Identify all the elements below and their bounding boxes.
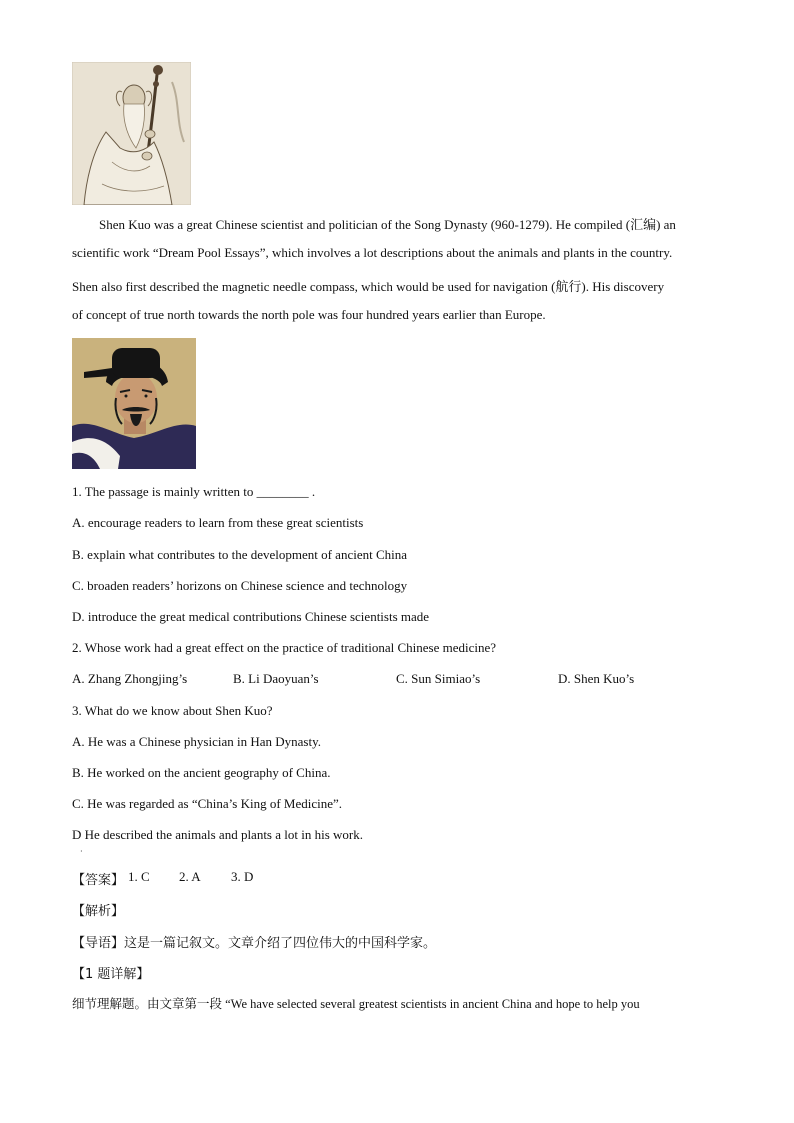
passage-line-2: scientific work “Dream Pool Essays”, which involves a lot descriptions about the animals and plants in the country.: [72, 245, 673, 260]
question-2-option-c: C. Sun Simiao’s: [396, 671, 481, 686]
answer-3: 3. D: [231, 869, 254, 884]
portrait-scholar-image: [72, 338, 196, 473]
passage-line-1: Shen Kuo was a great Chinese scientist and politician of the Song Dynasty (960-1279). He compiled (汇编) an: [99, 217, 676, 232]
question-1-option-d: D. introduce the great medical contributions Chinese scientists made: [72, 609, 430, 624]
analysis-detail-label: 【1 题详解】: [72, 967, 150, 982]
analysis-guide: 【导语】这是一篇记叙文。文章介绍了四位伟大的中国科学家。: [72, 936, 437, 951]
answer-1: 1. C: [128, 869, 150, 884]
question-1-option-a: A. encourage readers to learn from these great scientists: [72, 515, 364, 530]
portrait-shen-kuo-image: [72, 62, 191, 209]
question-3-option-c: C. He was regarded as “China’s King of Medicine”.: [72, 796, 343, 811]
question-2-option-d: D. Shen Kuo’s: [558, 671, 635, 686]
answer-2: 2. A: [179, 869, 201, 884]
question-1-stem: 1. The passage is mainly written to ________ .: [72, 484, 316, 499]
question-3-stem: 3. What do we know about Shen Kuo?: [72, 703, 273, 718]
passage-line-4: of concept of true north towards the north pole was four hundred years earlier than Europe.: [72, 307, 546, 322]
analysis-label: 【解析】: [72, 904, 125, 919]
question-3-option-d: D He described the animals and plants a lot in his work.: [72, 827, 363, 842]
question-1-option-b: B. explain what contributes to the development of ancient China: [72, 547, 408, 562]
question-2-option-b: B. Li Daoyuan’s: [233, 671, 319, 686]
analysis-detail-text: 细节理解题。由文章第一段 “We have selected several greatest scientists in ancient China and hope to help you: [72, 997, 640, 1011]
question-2-option-a: A. Zhang Zhongjing’s: [72, 671, 188, 686]
stray-mark: ·: [80, 847, 83, 856]
question-3-option-a: A. He was a Chinese physician in Han Dynasty.: [72, 734, 321, 749]
passage-line-3: Shen also first described the magnetic needle compass, which would be used for navigation (航行). His discovery: [72, 279, 665, 294]
question-3-option-b: B. He worked on the ancient geography of China.: [72, 765, 331, 780]
answer-label: 【答案】: [72, 873, 125, 888]
question-1-option-c: C. broaden readers’ horizons on Chinese science and technology: [72, 578, 408, 593]
question-2-stem: 2. Whose work had a great effect on the practice of traditional Chinese medicine?: [72, 640, 497, 655]
